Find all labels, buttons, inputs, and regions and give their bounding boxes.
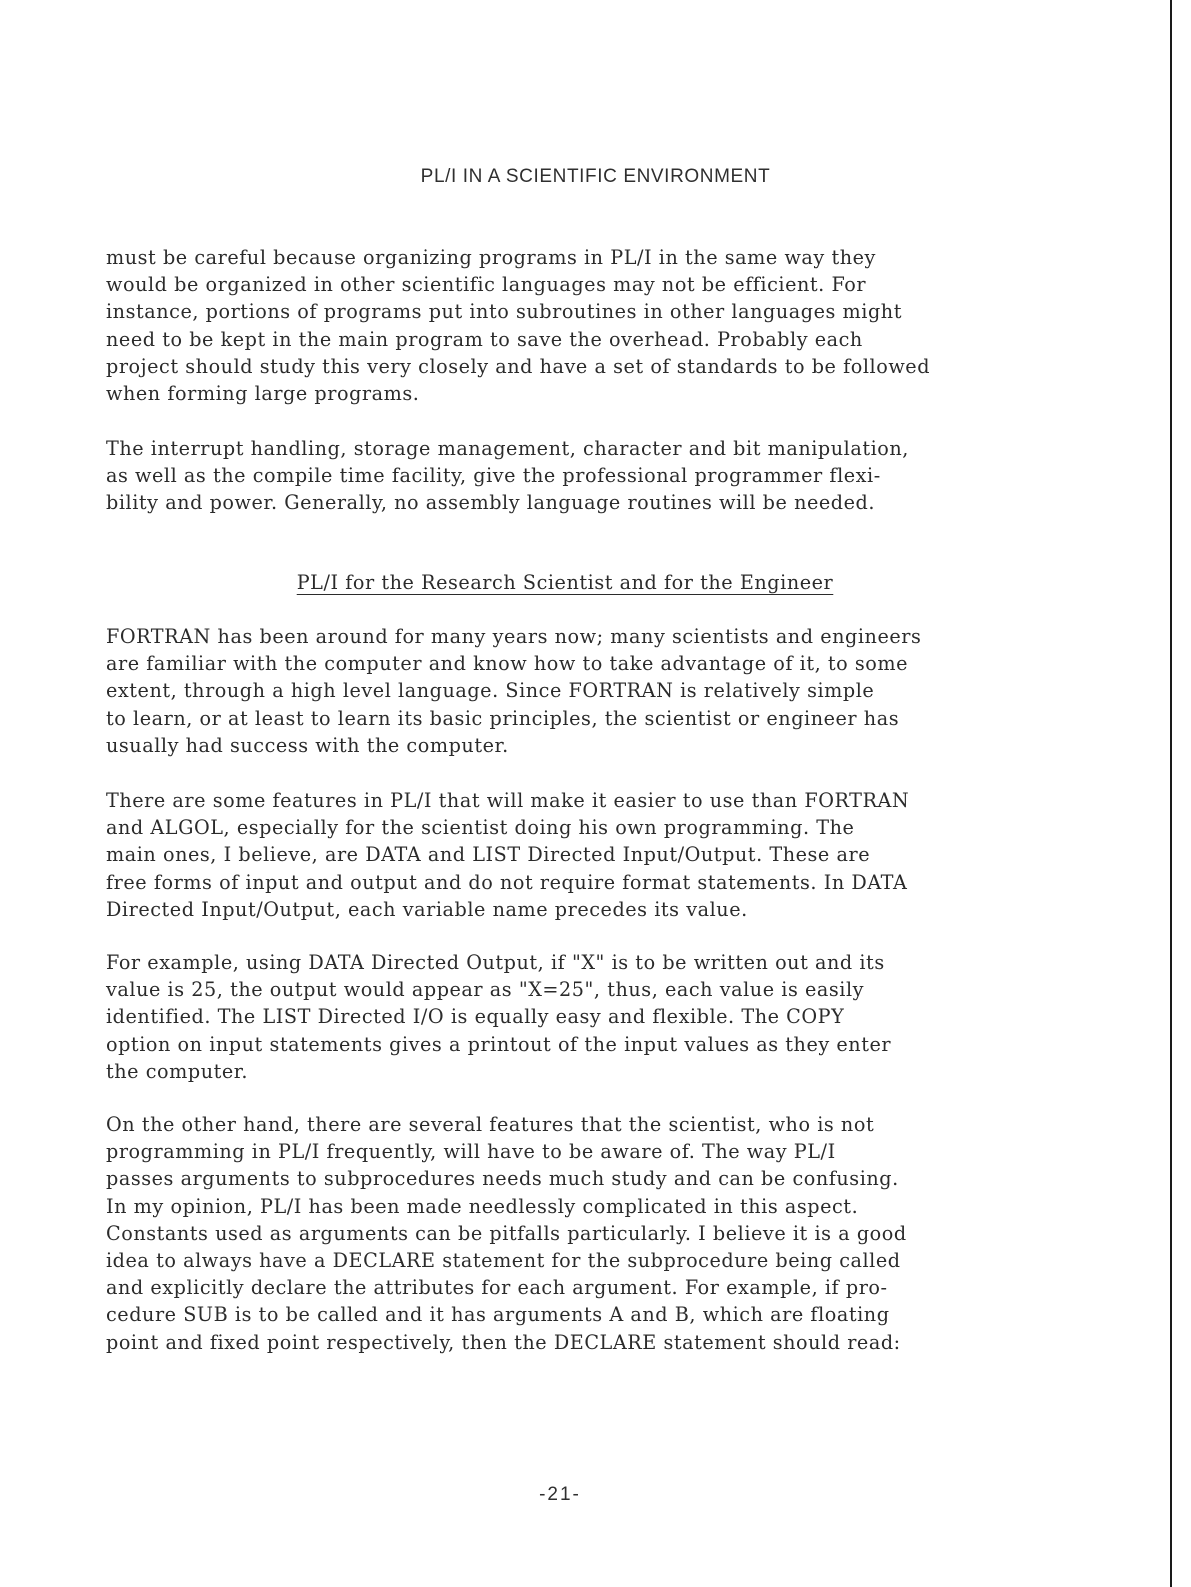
paragraph-line: idea to always have a DECLARE statement for the subprocedure being called <box>106 1249 901 1273</box>
page-number: -21- <box>539 1484 581 1505</box>
paragraph-5 <box>106 949 1076 1085</box>
paragraph-line: point and fixed point respectively, then the DECLARE statement should read: <box>106 1330 901 1354</box>
paragraph-line: main ones, I believe, are DATA and LIST Directed Input/Output. These are <box>106 843 871 867</box>
paragraph-line: bility and power. Generally, no assembly language routines will be needed. <box>106 491 876 515</box>
paragraph-line: need to be kept in the main program to save the overhead. Probably each <box>106 327 863 351</box>
paragraph-line: and ALGOL, especially for the scientist doing his own programming. The <box>106 816 855 840</box>
paragraph-line: instance, portions of programs put into subroutines in other languages might <box>106 300 902 324</box>
paragraph-line: usually had success with the computer. <box>106 733 509 757</box>
page-header-title: PL/I IN A SCIENTIFIC ENVIRONMENT <box>420 166 771 187</box>
paragraph-line: would be organized in other scientific languages may not be efficient. For <box>106 273 867 297</box>
paragraph-line: FORTRAN has been around for many years now; many scientists and engineers <box>106 625 922 648</box>
paragraph-3 <box>106 623 1076 759</box>
paragraph-line: when forming large programs. <box>106 382 420 406</box>
paragraph-6 <box>106 1111 1076 1356</box>
page-edge-rule <box>1170 0 1172 1587</box>
paragraph-line: must be careful because organizing programs in PL/I in the same way they <box>106 246 876 269</box>
paragraph-line: are familiar with the computer and know how to take advantage of it, to some <box>106 652 909 676</box>
paragraph-line: as well as the compile time facility, give the professional programmer flexi- <box>106 464 881 488</box>
paragraph-line: passes arguments to subprocedures needs much study and can be confusing. <box>106 1167 899 1191</box>
paragraph-line: identified. The LIST Directed I/O is equally easy and flexible. The COPY <box>106 1005 845 1029</box>
section-heading <box>0 571 1130 594</box>
paragraph-line: On the other hand, there are several features that the scientist, who is not <box>106 1113 875 1136</box>
paragraph-line: There are some features in PL/I that will make it easier to use than FORTRAN <box>106 789 910 812</box>
paragraph-line: the computer. <box>106 1059 249 1083</box>
paragraph-line: programming in PL/I frequently, will have to be aware of. The way PL/I <box>106 1140 836 1164</box>
section-heading-text: PL/I for the Research Scientist and for the Engineer <box>296 571 834 594</box>
paragraph-line: Constants used as arguments can be pitfalls particularly. I believe it is a good <box>106 1221 907 1245</box>
paragraph-1 <box>106 244 1076 407</box>
paragraph-line: to learn, or at least to learn its basic principles, the scientist or engineer has <box>106 706 900 730</box>
paragraph-line: extent, through a high level language. Since FORTRAN is relatively simple <box>106 679 875 703</box>
paragraph-line: free forms of input and output and do not require format statements. In DATA <box>106 870 908 894</box>
paragraph-line: option on input statements gives a printout of the input values as they enter <box>106 1032 892 1056</box>
paragraph-line: and explicitly declare the attributes for each argument. For example, if pro- <box>106 1276 888 1300</box>
paragraph-line: project should study this very closely and have a set of standards to be followed <box>106 354 931 378</box>
paragraph-line: Directed Input/Output, each variable name precedes its value. <box>106 897 748 921</box>
paragraph-line: value is 25, the output would appear as "X=25", thus, each value is easily <box>106 978 865 1002</box>
paragraph-4 <box>106 787 1076 923</box>
paragraph-2 <box>106 435 1076 517</box>
paragraph-line: cedure SUB is to be called and it has arguments A and B, which are floating <box>106 1303 890 1327</box>
paragraph-line: In my opinion, PL/I has been made needlessly complicated in this aspect. <box>106 1194 859 1218</box>
paragraph-line: The interrupt handling, storage management, character and bit manipulation, <box>106 437 909 460</box>
paragraph-line: For example, using DATA Directed Output, if "X" is to be written out and its <box>106 951 885 974</box>
